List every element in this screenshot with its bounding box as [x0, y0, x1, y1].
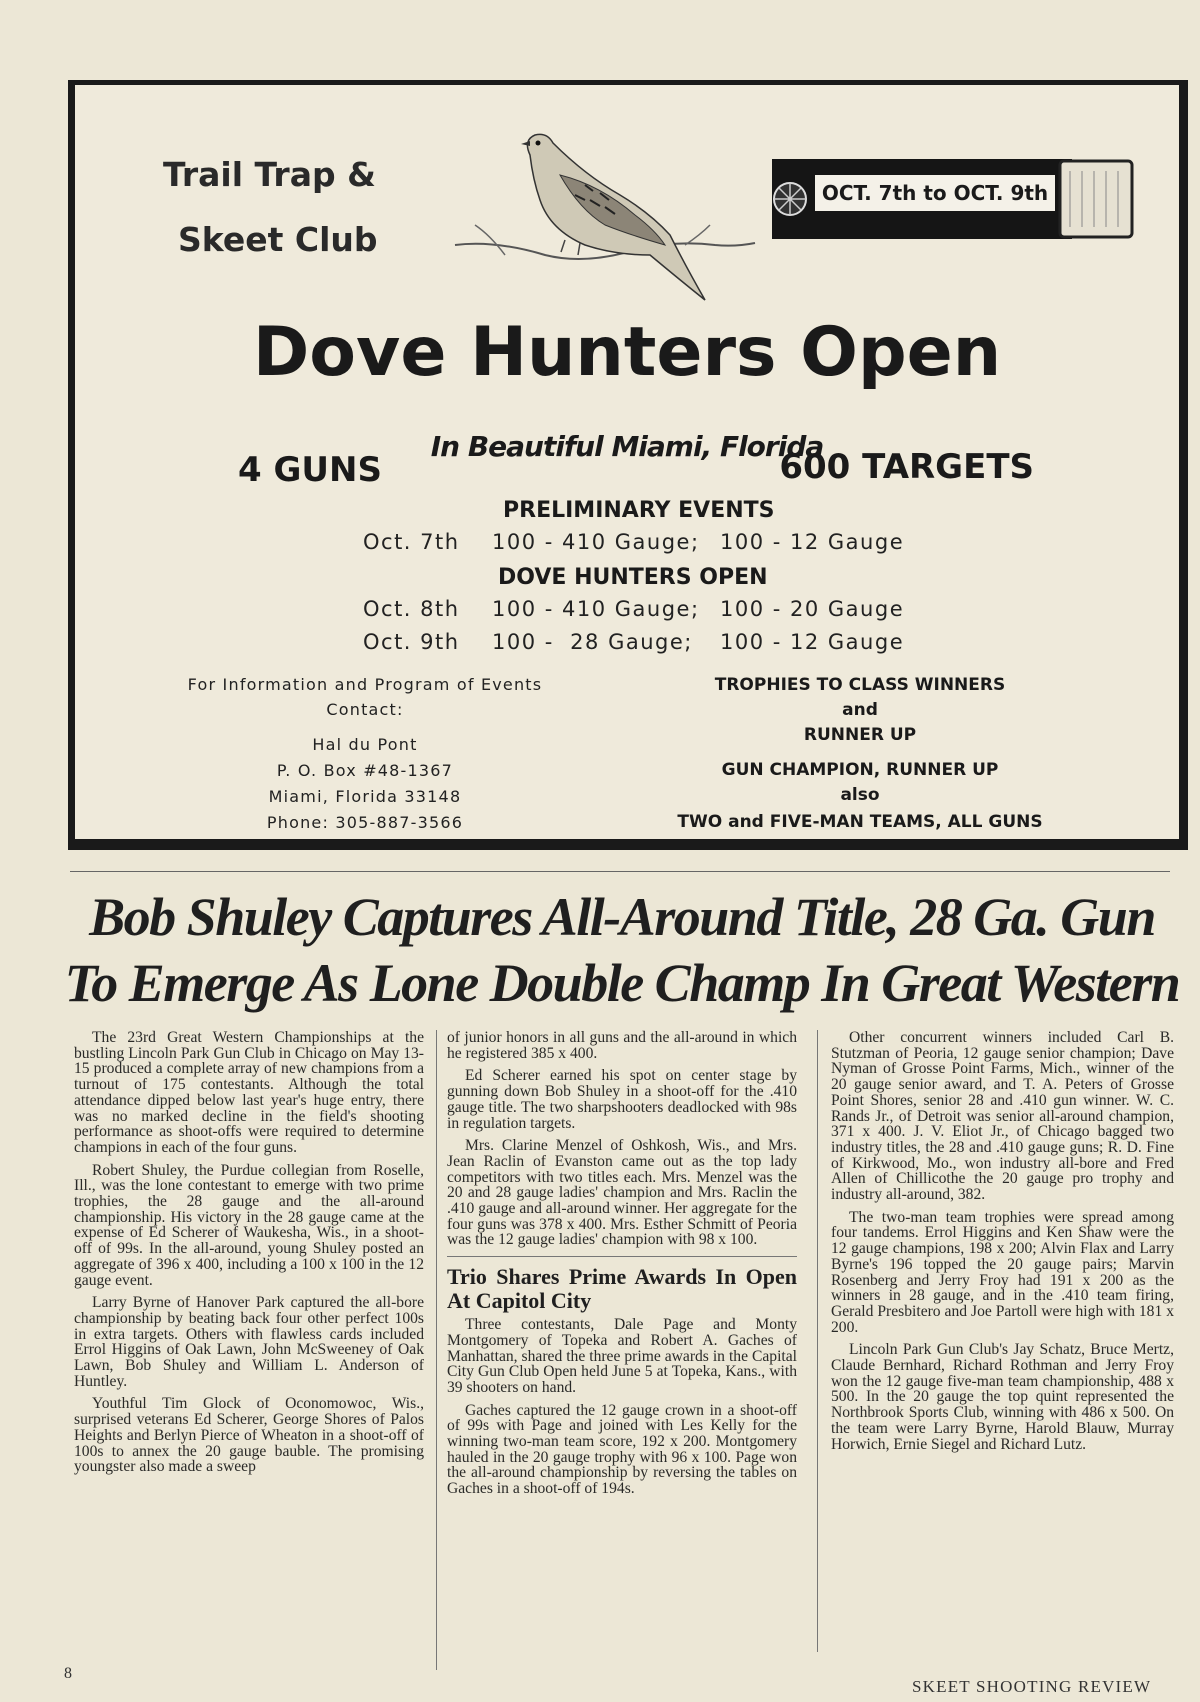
- column-divider: [817, 1030, 818, 1652]
- article-title-line1: Bob Shuley Captures All-Around Title, 28 Ga. Gun: [89, 887, 1155, 947]
- guns-count: 4 GUNS: [238, 450, 382, 490]
- schedule-day: Oct. 9th: [363, 630, 460, 654]
- schedule-day: Oct. 8th: [363, 597, 460, 621]
- section-divider: [70, 871, 1170, 872]
- contact-phone: Phone: 305-887-3566: [266, 813, 464, 832]
- trophy-line: also: [840, 785, 880, 805]
- dove-illustration: [435, 115, 765, 305]
- article-column-2: [447, 1030, 797, 1504]
- club-name-line2: Skeet Club: [178, 220, 378, 259]
- trophy-line: TWO and FIVE-MAN TEAMS, ALL GUNS: [677, 812, 1043, 832]
- ad-headline: Dove Hunters Open: [252, 313, 1002, 392]
- paragraph: Other concurrent winners included Carl B. Stutzman of Peoria, 12 gauge senior champion; Dave Nyman of Grosse Point Farms, Mich., winner of the 20 gauge senior award, and T. A. Peters of Grosse Point Shores, senior 28 and .410 gun winner. W. C. Rands Jr., of Detroit was senior all-around champion, 371 x 400. J. V. Eliot Jr., of Chicago bagged two industry titles, the 28 and .410 gauge guns; R. D. Fine of Kirkwood, Mo., won industry all-bore and Fred Allen of Chillicothe the 20 gauge pro trophy and industry all-around, 382.: [831, 1029, 1174, 1204]
- trophy-line: RUNNER UP: [803, 725, 917, 745]
- contact-label: Contact:: [326, 700, 404, 719]
- schedule-day: Oct. 7th: [363, 530, 460, 554]
- paragraph: Ed Scherer earned his spot on center stage by gunning down Bob Shuley in a shoot-off for the .410 gauge title. The two sharpshooters deadlocked with 98s in regulation targets.: [447, 1067, 797, 1132]
- publication-name: SKEET SHOOTING REVIEW: [912, 1677, 1152, 1696]
- paragraph: The two-man team trophies were spread among four tandems. Errol Higgins and Ken Shaw were the 12 gauge champions, 198 x 200; Alvin Flax and Larry Byrne's 196 topped the 20 gauge pairs; Marvin Rosenberg and Jerry Froy had 191 x 200 as the winners in 28 gauge, and in the .410 team firing, Gerald Presbitero and Joe Partoll were high with 181 x 200.: [831, 1208, 1174, 1336]
- dove-hunters-open-title: DOVE HUNTERS OPEN: [498, 565, 768, 590]
- advertisement-box: [68, 80, 1188, 850]
- schedule-event: 100 - 410 Gauge;: [492, 530, 700, 554]
- schedule-event: 100 - 12 Gauge: [720, 530, 905, 554]
- paragraph: The 23rd Great Western Championships at the bustling Lincoln Park Gun Club in Chicago on May 13-15 produced a complete array of new champions from a turnout of 175 contestants. Although the total attendance dipped below last year's huge entry, there was no marked decline in the field's shooting performance as shoot-offs were required to determine champions in each of the four guns.: [74, 1029, 424, 1156]
- event-dates: OCT. 7th to OCT. 9th: [815, 175, 1055, 211]
- ad-tagline: In Beautiful Miami, Florida: [430, 430, 824, 463]
- article-column-1: [74, 1030, 424, 1482]
- contact-name: Hal du Pont: [312, 735, 418, 754]
- schedule-event: 100 - 12 Gauge: [720, 630, 905, 654]
- column-divider: [436, 1030, 437, 1670]
- contact-city: Miami, Florida 33148: [268, 787, 462, 806]
- paragraph: Three contestants, Dale Page and Monty Montgomery of Topeka and Robert A. Gaches of Manhattan, shared the three prime awards in the Capital City Gun Club Open held June 5 at Topeka, Kans., with 39 shooters on hand.: [447, 1316, 797, 1396]
- schedule-event: 100 - 20 Gauge: [720, 597, 905, 621]
- preliminary-events-title: PRELIMINARY EVENTS: [503, 498, 775, 523]
- targets-count: 600 TARGETS: [779, 447, 1034, 487]
- paragraph: of junior honors in all guns and the all-around in which he registered 385 x 400.: [447, 1029, 797, 1062]
- paragraph: Lincoln Park Gun Club's Jay Schatz, Bruce Mertz, Claude Bernhard, Richard Rothman and Jerry Froy won the 12 gauge five-man team championship, 488 x 500. In the 20 gauge the top quint represented the Northbrook Sports Club, winning with 486 x 500. On the team were Larry Byrne, Harold Blauw, Murray Horwich, Ernie Siegel and Richard Lutz.: [831, 1341, 1174, 1453]
- article-title-line2: To Emerge As Lone Double Champ In Great Western: [64, 953, 1180, 1013]
- club-name-line1: Trail Trap &: [163, 155, 376, 194]
- page-number: 8: [64, 1665, 72, 1682]
- trophy-line: and: [842, 700, 878, 720]
- contact-po-box: P. O. Box #48-1367: [276, 761, 454, 780]
- trophy-line: GUN CHAMPION, RUNNER UP: [721, 760, 999, 780]
- subhead-rule: [447, 1256, 797, 1257]
- paragraph: Mrs. Clarine Menzel of Oshkosh, Wis., and Mrs. Jean Raclin of Evanston came out as the top lady competitors with two titles each. Mrs. Menzel was the 20 and 28 gauge ladies' champion and Mrs. Raclin the .410 gauge and all-around winner. Her aggregate for the four guns was 378 x 400. Mrs. Esther Schmitt of Peoria was the 12 gauge ladies' champion with 98 x 100.: [447, 1137, 797, 1249]
- paragraph: Youthful Tim Glock of Oconomowoc, Wis., surprised veterans Ed Scherer, George Shores of Palos Heights and Berlyn Pierce of Wheaton in a shoot-off of 100s to annex the 20 gauge bauble. The promising youngster also made a sweep: [74, 1395, 424, 1476]
- trophy-line: TROPHIES TO CLASS WINNERS: [714, 675, 1006, 695]
- subheadline: Trio Shares Prime Awards In Open At Capitol City: [447, 1264, 797, 1314]
- contact-intro: For Information and Program of Events: [187, 675, 543, 694]
- paragraph: Larry Byrne of Hanover Park captured the all-bore championship by beating back four other perfect 100s in extra targets. Others with flawless cards included Errol Higgins of Oak Lawn, John McSweeney of Oak Lawn, Bob Shuley and William L. Anderson of Huntley.: [74, 1294, 424, 1390]
- schedule-event: 100 - 28 Gauge;: [492, 630, 693, 654]
- schedule-event: 100 - 410 Gauge;: [492, 597, 700, 621]
- paragraph: Robert Shuley, the Purdue collegian from Roselle, Ill., was the lone contestant to emerge with two prime trophies, the 28 gauge and the all-around championship. His victory in the 28 gauge came at the expense of Ed Scherer of Waukesha, Wis., in a shoot-off of 99s. In the all-around, young Shuley posted an aggregate of 396 x 400, including a 100 x 100 in the 12 gauge event.: [74, 1161, 424, 1289]
- article-column-3: [831, 1030, 1174, 1459]
- paragraph: Gaches captured the 12 gauge crown in a shoot-off of 99s with Page and joined with Les Kelly for the winning two-man team score, 192 x 200. Montgomery hauled in the 20 gauge trophy with 96 x 100. Page won the all-around championship by reversing the tables on Gaches in a shoot-off of 194s.: [447, 1401, 797, 1498]
